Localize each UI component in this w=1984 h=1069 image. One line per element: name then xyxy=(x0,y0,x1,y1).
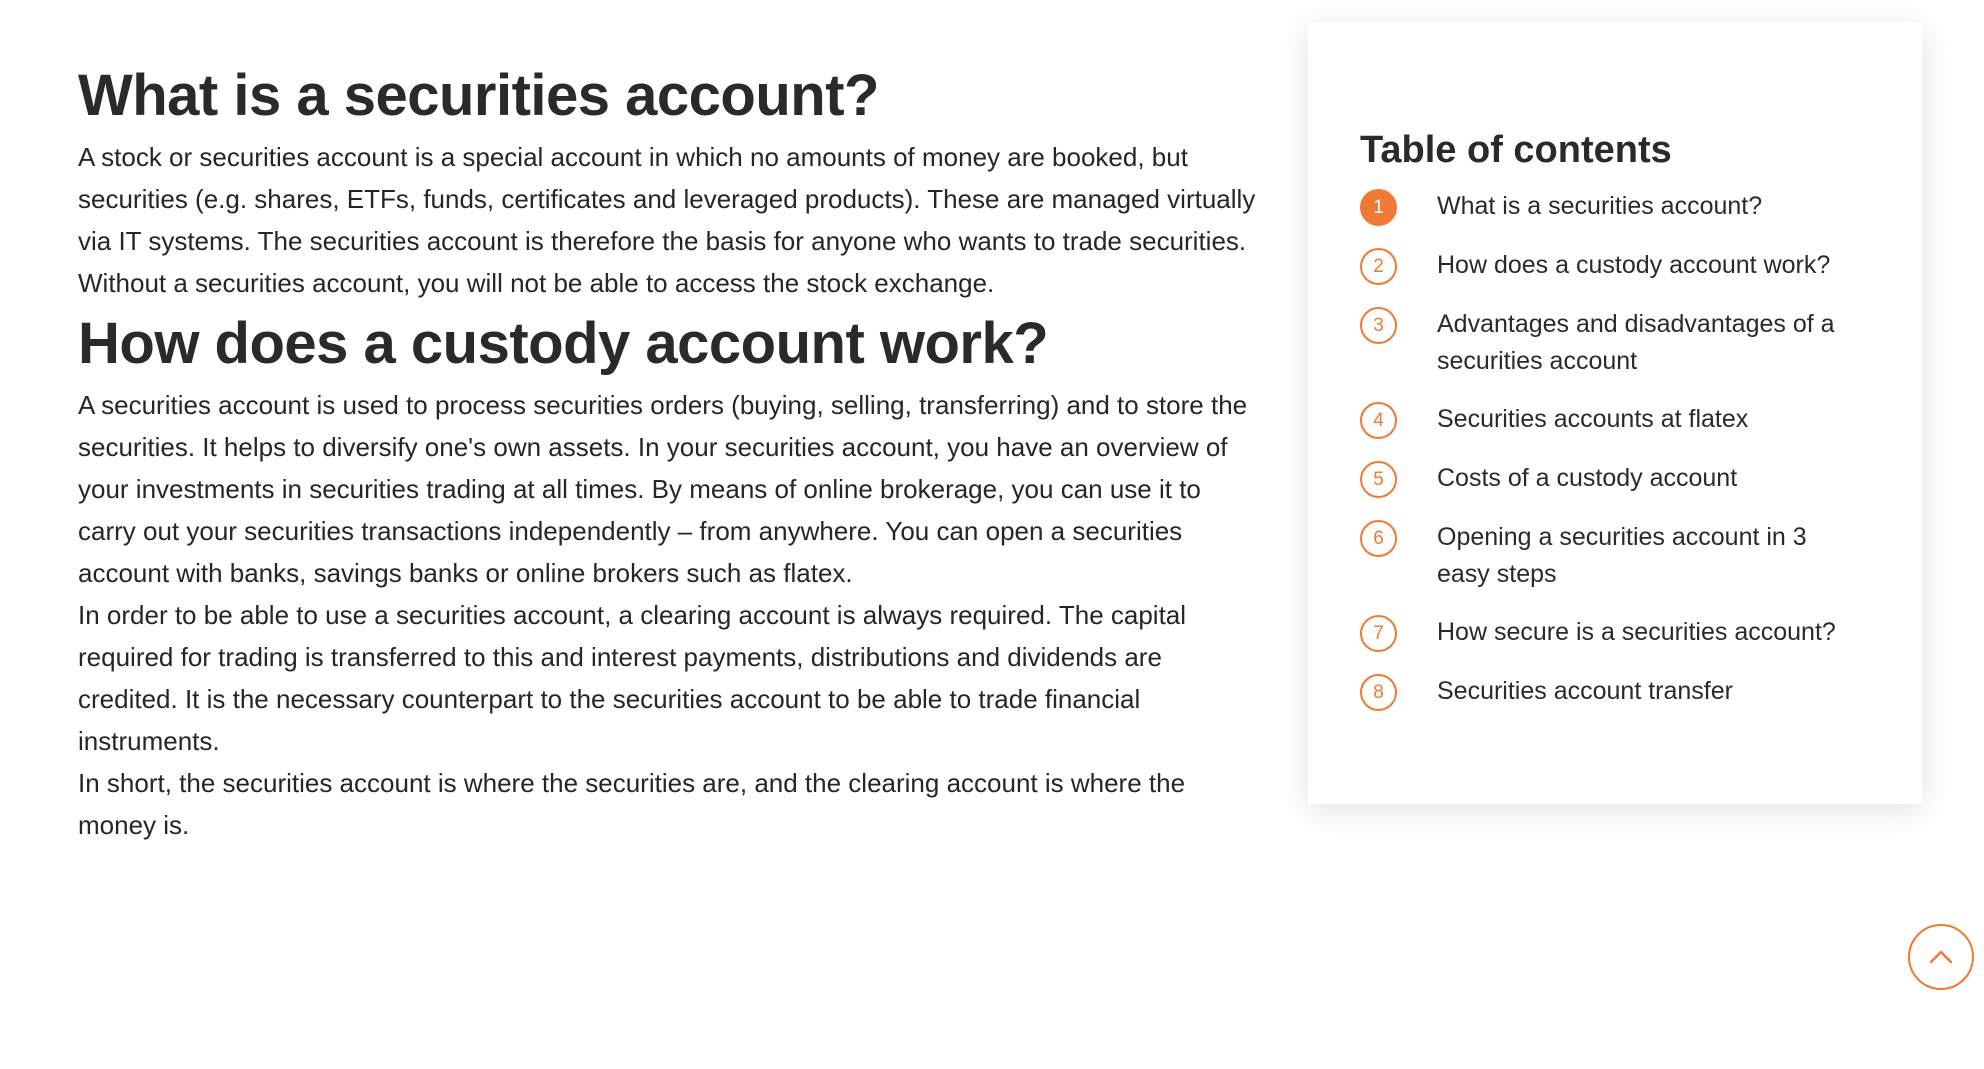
toc-item-label[interactable]: Costs of a custody account xyxy=(1437,464,1738,492)
toc-item[interactable] xyxy=(1360,247,1870,285)
table-of-contents xyxy=(1308,22,1922,804)
toc-item-label[interactable]: Securities accounts at flatex xyxy=(1437,405,1749,433)
toc-number-badge: 2 xyxy=(1360,248,1397,285)
toc-item[interactable] xyxy=(1360,460,1870,498)
back-to-top-button[interactable] xyxy=(1908,924,1974,990)
section-title: How does a custody account work? xyxy=(78,311,1049,376)
toc-item[interactable] xyxy=(1360,188,1870,226)
toc-item-label[interactable]: Securities account transfer xyxy=(1437,677,1733,705)
toc-item[interactable] xyxy=(1360,306,1870,380)
section-paragraph: A securities account is used to process securities orders (buying, selling, transferring) and to store the securities. It helps to diversify one's own assets. In your securities account, you have an overview of your investments in securities trading at all times. By means of online brokerage, you can use it to carry out your securities transactions independently – from anywhere. You can open a securities account with banks, savings banks or online brokers such as flatex. xyxy=(78,390,1248,588)
toc-number-badge: 1 xyxy=(1360,189,1397,226)
section-title: What is a securities account? xyxy=(78,63,879,128)
toc-number-badge: 6 xyxy=(1360,520,1397,557)
toc-title: Table of contents xyxy=(1360,129,1672,171)
toc-item[interactable] xyxy=(1360,673,1870,711)
toc-item-label[interactable]: How does a custody account work? xyxy=(1437,251,1831,279)
toc-item-label[interactable]: Advantages and disadvantages of a securities account xyxy=(1437,310,1835,375)
section-paragraph: In short, the securities account is where the securities are, and the clearing account is where the money is. xyxy=(78,768,1186,840)
toc-item[interactable] xyxy=(1360,519,1870,593)
toc-item-label[interactable]: How secure is a securities account? xyxy=(1437,618,1836,646)
toc-number-badge: 5 xyxy=(1360,461,1397,498)
toc-number-badge: 3 xyxy=(1360,307,1397,344)
toc-item-label[interactable]: What is a securities account? xyxy=(1437,192,1763,220)
toc-number-badge: 7 xyxy=(1360,615,1397,652)
toc-item[interactable] xyxy=(1360,401,1870,439)
article-content xyxy=(78,56,1263,846)
toc-number-badge: 4 xyxy=(1360,402,1397,439)
toc-number-badge: 8 xyxy=(1360,674,1397,711)
section-paragraph: A stock or securities account is a special account in which no amounts of money are booked, but securities (e.g. shares, ETFs, funds, certificates and leveraged products). These are managed virtually via IT systems. The securities account is therefore the basis for anyone who wants to trade securities. Without a securities account, you will not be able to access the stock exchange. xyxy=(78,142,1256,298)
section-paragraph: In order to be able to use a securities account, a clearing account is always required. The capital required for trading is transferred to this and interest payments, distributions and dividends are credited. It is the necessary counterpart to the securities account to be able to trade financial instruments. xyxy=(78,600,1187,756)
section-what-is-securities-account xyxy=(78,56,1263,304)
section-how-custody-account-works xyxy=(78,304,1263,846)
chevron-up-icon xyxy=(1928,949,1954,965)
toc-item-label[interactable]: Opening a securities account in 3 easy steps xyxy=(1437,523,1807,588)
toc-item[interactable] xyxy=(1360,614,1870,652)
toc-list xyxy=(1360,188,1870,711)
